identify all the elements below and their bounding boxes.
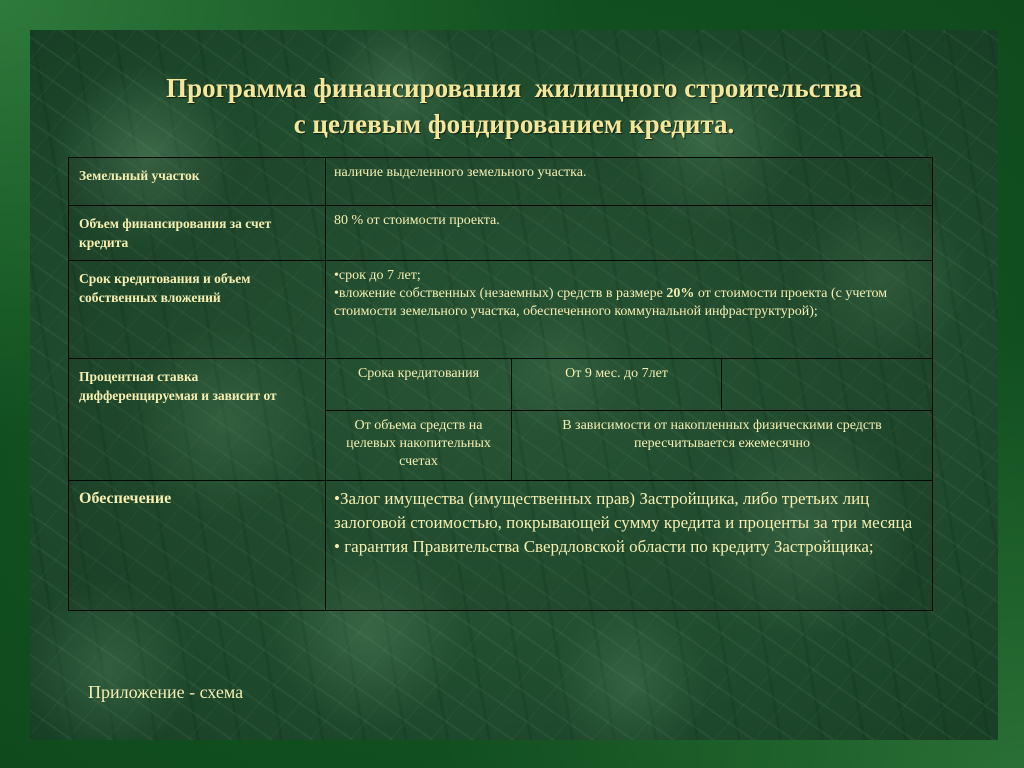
row-label-term: Срок кредитования и объем собственных вложений [69, 261, 326, 359]
rate-term-extra [722, 359, 933, 411]
security-bullet-2: • гарантия Правительства Свердловской области по кредиту Застройщика; [334, 537, 874, 556]
row-label-land: Земельный участок [69, 158, 326, 206]
table-row-land [69, 158, 933, 206]
row-label-security: Обеспечение [69, 481, 326, 611]
term-bullet-1: •срок до 7 лет; [334, 268, 421, 283]
row-label-rate: Процентная ставка дифференцируемая и зависит от [69, 359, 326, 481]
row-value-land: наличие выделенного земельного участка. [326, 158, 933, 206]
table-row-security [69, 481, 933, 611]
financing-table [68, 157, 933, 611]
row-value-security [326, 481, 933, 611]
term-bullet-2-prefix: •вложение собственных (незаемных) средств в размере [334, 286, 667, 301]
row-value-term [326, 261, 933, 359]
slide-title [30, 70, 998, 142]
slide-title-line-1: Программа финансирования жилищного строительства [166, 73, 862, 103]
table-row-credit-volume [69, 206, 933, 261]
rate-volume-value: В зависимости от накопленных физическими средств пересчитывается ежемесячно [512, 411, 933, 481]
security-bullet-1: •Залог имущества (имущественных прав) Застройщика, либо третьих лиц залоговой стоимостью, покрывающей сумму кредита и проценты за три месяца [334, 489, 913, 532]
table-row-term [69, 261, 933, 359]
rate-volume-label: От объема средств на целевых накопительных счетах [326, 411, 512, 481]
row-label-credit-volume: Объем финансирования за счет кредита [69, 206, 326, 261]
table-row-rate-term [69, 359, 933, 411]
slide [30, 30, 998, 740]
slide-title-line-2: с целевым фондированием кредита. [293, 109, 735, 139]
rate-term-value: От 9 мес. до 7лет [512, 359, 722, 411]
rate-term-label: Срока кредитования [326, 359, 512, 411]
term-bullet-2 [334, 285, 924, 321]
term-bullet-2-suffix: от стоимости проекта (с учетом стоимости земельного участка, обеспеченного коммунальной инфраструктурой); [334, 286, 888, 319]
term-bullet-2-percent: 20% [666, 286, 695, 301]
row-value-credit-volume: 80 % от стоимости проекта. [326, 206, 933, 261]
appendix-scheme-link[interactable]: Приложение - схема [88, 682, 244, 702]
